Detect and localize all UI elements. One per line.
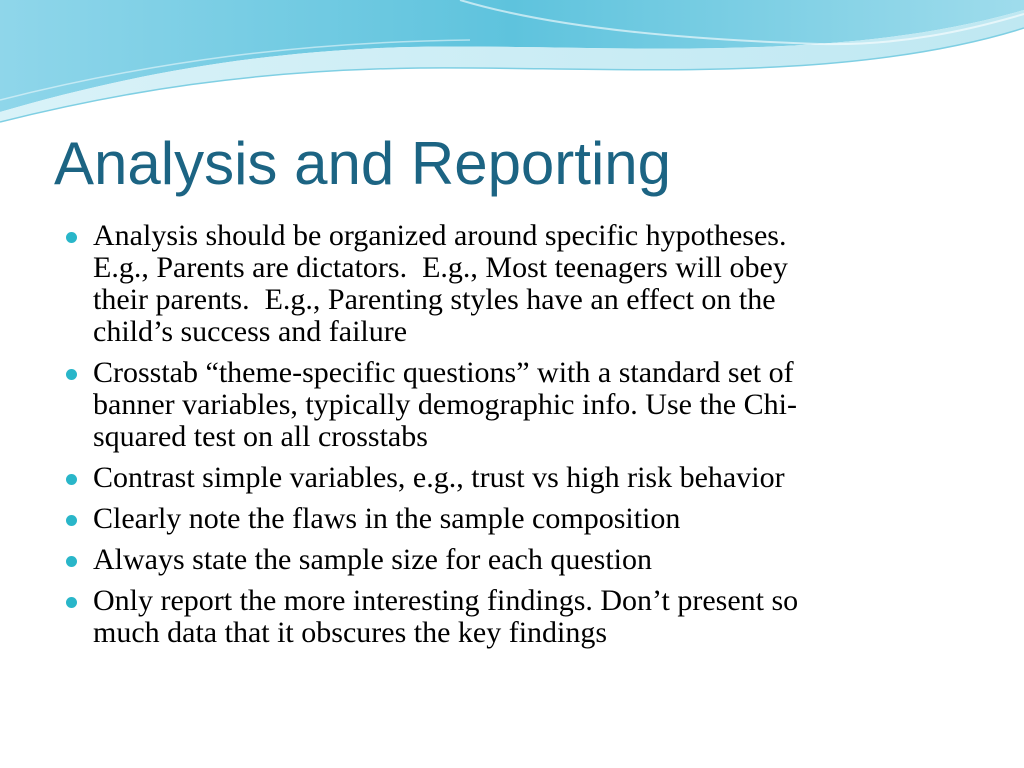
bullet-line: Contrast simple variables, e.g., trust vs high risk behavior: [93, 461, 785, 494]
bullet-dot-icon: [66, 232, 77, 243]
bullet-line: their parents. E.g., Parenting styles have an effect on the: [93, 283, 776, 316]
bullet-dot-icon: [66, 556, 77, 567]
bullet-dot-icon: [66, 597, 77, 608]
bullet-item: [66, 503, 976, 535]
bullet-line: child’s success and failure: [93, 315, 408, 348]
bullet-line: much data that it obscures the key findings: [93, 616, 608, 649]
bullet-line: Always state the sample size for each question: [93, 543, 652, 576]
bullet-line: Only report the more interesting findings. Don’t present so: [93, 584, 799, 617]
bullet-dot-icon: [66, 474, 77, 485]
bullet-line: squared test on all crosstabs: [93, 420, 428, 453]
bullet-dot-icon: [66, 369, 77, 380]
header-wave-decoration: [0, 0, 1024, 140]
slide-title: Analysis and Reporting: [54, 130, 672, 197]
bullet-item: [66, 220, 976, 348]
bullet-line: Crosstab “theme-specific questions” with a standard set of: [93, 356, 794, 389]
bullet-item: [66, 462, 976, 494]
bullet-item: [66, 544, 976, 576]
bullet-line: Clearly note the flaws in the sample composition: [93, 502, 681, 535]
bullet-list: [66, 220, 976, 658]
bullet-item: [66, 585, 976, 649]
bullet-line: E.g., Parents are dictators. E.g., Most teenagers will obey: [93, 251, 788, 284]
bullet-item: [66, 357, 976, 453]
bullet-line: Analysis should be organized around specific hypotheses.: [93, 219, 787, 252]
bullet-dot-icon: [66, 515, 77, 526]
bullet-line: banner variables, typically demographic info. Use the Chi-: [93, 388, 797, 421]
